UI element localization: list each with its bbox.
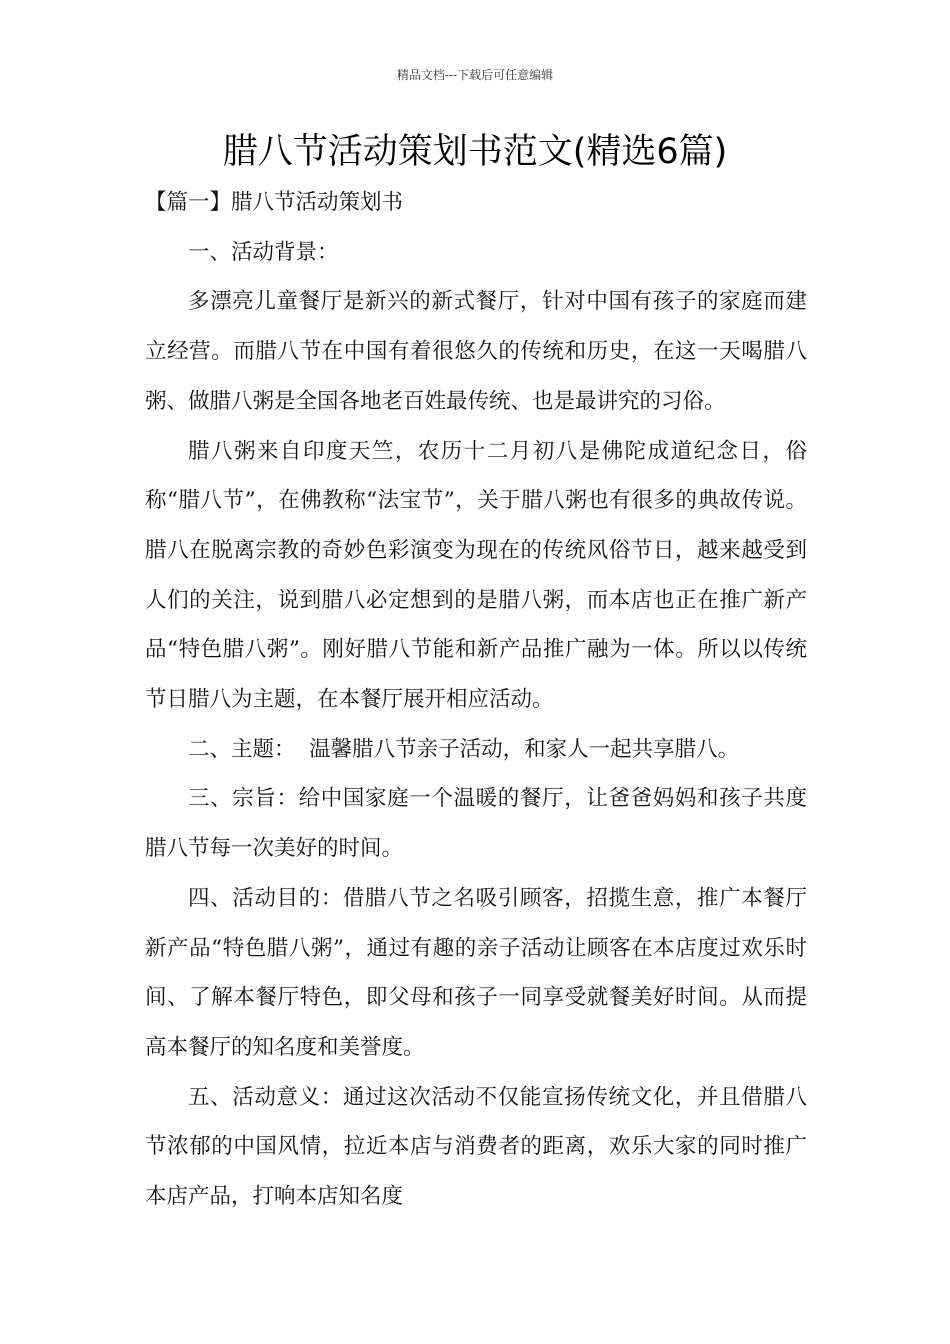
document-title: 腊八节活动策划书范文(精选6篇): [222, 132, 728, 172]
paragraph-background-1: 多漂亮儿童餐厅是新兴的新式餐厅，针对中国有孩子的家庭而建立经营。而腊八节在中国有着很悠久的传统和历史，在这一天喝腊八粥、做腊八粥是全国各地老百姓最传统、也是最讲究的习俗。: [145, 289, 807, 414]
paragraph-purpose: 三、宗旨：给中国家庭一个温暖的餐厅，让爸爸妈妈和孩子共度腊八节每一次美好的时间。: [145, 786, 807, 862]
paragraph-theme: 二、主题： 温馨腊八节亲子活动，和家人一起共享腊八。: [188, 736, 740, 762]
section-heading: 【篇一】腊八节活动策划书: [145, 190, 404, 215]
document-body: [145, 178, 807, 1222]
paragraph-goal: 四、活动目的：借腊八节之名吸引顾客，招揽生意，推广本餐厅新产品“特色腊八粥”，通过有趣的亲子活动让顾客在本店度过欢乐时间、了解本餐厅特色，即父母和孩子一同享受就餐美好时间。从而提高本餐厅的知名度和美誉度。: [145, 885, 807, 1060]
header-note: 精品文档---下载后可任意编辑: [396, 68, 554, 82]
paragraph-background-heading: 一、活动背景：: [188, 239, 339, 265]
paragraph-background-2: 腊八粥来自印度天竺，农历十二月初八是佛陀成道纪念日，俗称“腊八节”，在佛教称“法宝节”，关于腊八粥也有很多的典故传说。腊八在脱离宗教的奇妙色彩演变为现在的传统风俗节日，越来越受到人们的关注，说到腊八必定想到的是腊八粥，而本店也正在推广新产品“特色腊八粥”。刚好腊八节能和新产品推广融为一体。所以以传统节日腊八为主题，在本餐厅展开相应活动。: [145, 438, 807, 713]
paragraph-significance: 五、活动意义：通过这次活动不仅能宣扬传统文化，并且借腊八节浓郁的中国风情，拉近本店与消费者的距离，欢乐大家的同时推广本店产品，打响本店知名度: [145, 1084, 807, 1210]
